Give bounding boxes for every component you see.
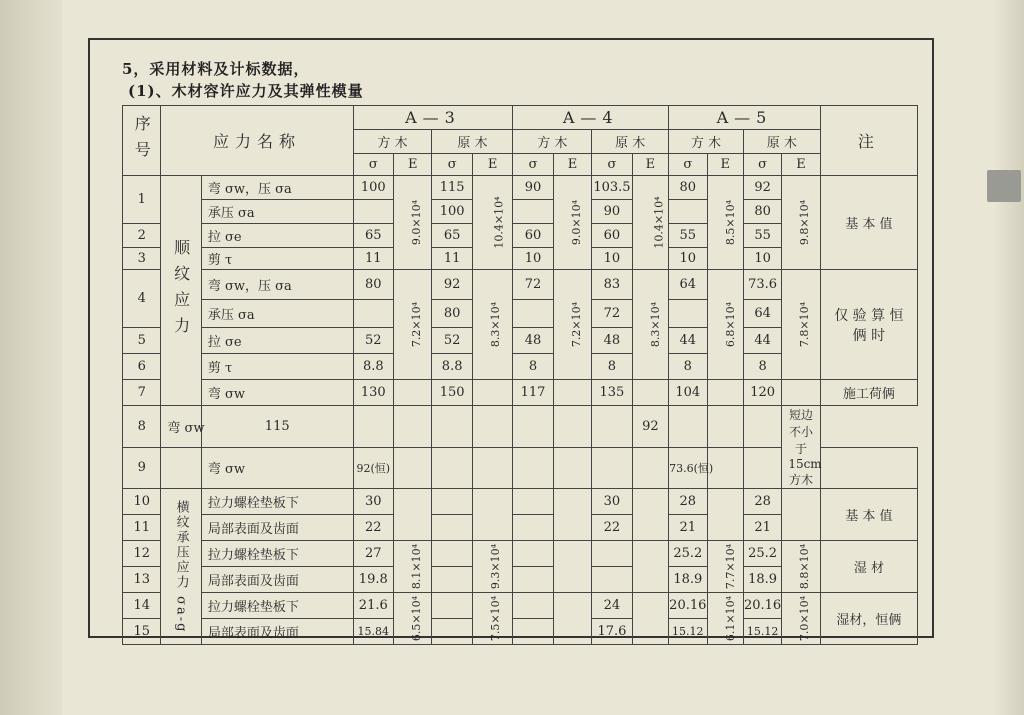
value-cell — [513, 567, 553, 593]
value-cell: 64 — [669, 270, 707, 300]
e-empty-cell — [632, 447, 668, 489]
e-empty-cell — [553, 380, 591, 406]
value-cell: 90 — [592, 200, 632, 224]
value-cell — [707, 406, 743, 448]
value-cell — [743, 447, 781, 489]
row-number: 7 — [123, 380, 161, 406]
value-cell: 115 — [201, 406, 353, 448]
e-modulus-value: 10.4×10⁴ — [652, 196, 666, 249]
e-modulus-value: 9.0×10⁴ — [569, 199, 583, 246]
value-cell — [513, 447, 553, 489]
e-empty-cell — [513, 406, 553, 448]
value-cell: 25.2 — [669, 541, 707, 567]
value-cell — [553, 406, 591, 448]
e-empty-cell — [432, 406, 472, 448]
value-cell: 25.2 — [743, 541, 781, 567]
stress-name: 承压 σa — [201, 200, 353, 224]
value-cell: 10 — [513, 248, 553, 270]
value-cell: 24 — [592, 593, 632, 619]
value-cell — [432, 619, 472, 645]
value-cell: 65 — [353, 224, 393, 248]
value-cell: 83 — [592, 270, 632, 300]
e-empty-cell — [632, 489, 668, 541]
row-number: 5 — [123, 328, 161, 354]
value-cell — [592, 541, 632, 567]
value-cell: 19.8 — [353, 567, 393, 593]
stress-name: 局部表面及齿面 — [201, 515, 353, 541]
e-modulus-cell — [782, 176, 820, 270]
stress-name: 弯 σw — [161, 406, 201, 448]
note-cell: 湿 材 — [820, 541, 917, 593]
e-empty-cell — [553, 447, 591, 489]
row-number: 4 — [123, 270, 161, 328]
e-modulus-value: 6.5×10⁴ — [410, 595, 424, 642]
row-number: 13 — [123, 567, 161, 593]
col-note-header: 注 — [820, 106, 917, 176]
value-cell: 80 — [353, 270, 393, 300]
E-header: E — [394, 154, 432, 176]
value-cell: 44 — [743, 328, 781, 354]
value-cell: 28 — [743, 489, 781, 515]
value-cell: 15.12 — [743, 619, 781, 645]
value-cell: 92 — [743, 176, 781, 200]
e-empty-cell — [782, 489, 820, 541]
value-cell — [513, 593, 553, 619]
value-cell: 150 — [432, 380, 472, 406]
value-cell — [513, 300, 553, 328]
note-cell: 施工荷俩 — [820, 380, 917, 406]
row-number: 6 — [123, 354, 161, 380]
note-cell: 基 本 值 — [820, 176, 917, 270]
e-modulus-value: 9.8×10⁴ — [798, 199, 812, 246]
value-cell — [513, 515, 553, 541]
value-cell — [472, 406, 512, 448]
row-number: 12 — [123, 541, 161, 567]
a3-log-header: 原 木 — [432, 130, 513, 154]
binding-gutter — [0, 0, 62, 715]
e-modulus-cell — [632, 176, 668, 270]
value-cell — [669, 300, 707, 328]
value-cell: 73.6(恒) — [669, 447, 707, 489]
section-heading: 5，采用材料及计标数据， — [122, 60, 310, 78]
value-cell: 120 — [743, 380, 781, 406]
value-cell: 60 — [513, 224, 553, 248]
value-cell: 48 — [592, 328, 632, 354]
value-cell: 10 — [592, 248, 632, 270]
sigma-header: σ — [353, 154, 393, 176]
e-modulus-value: 6.1×10⁴ — [723, 595, 737, 642]
col-seq-header: 序号 — [123, 106, 161, 176]
page-edge — [994, 0, 1024, 715]
value-cell: 64 — [743, 300, 781, 328]
value-cell: 117 — [513, 380, 553, 406]
value-cell: 80 — [743, 200, 781, 224]
value-cell — [432, 515, 472, 541]
value-cell — [432, 447, 472, 489]
e-modulus-value: 8.3×10⁴ — [648, 301, 662, 348]
value-cell: 52 — [353, 328, 393, 354]
e-modulus-value: 7.0×10⁴ — [798, 595, 812, 642]
e-modulus-value: 7.8×10⁴ — [798, 301, 812, 348]
value-cell: 48 — [513, 328, 553, 354]
stress-table — [122, 105, 918, 645]
value-cell: 103.5 — [592, 176, 632, 200]
value-cell — [513, 541, 553, 567]
stress-name: 拉 σe — [201, 224, 353, 248]
e-modulus-cell — [707, 176, 743, 270]
e-empty-cell — [707, 380, 743, 406]
stress-name: 拉力螺栓垫板下 — [201, 489, 353, 515]
value-cell: 135 — [592, 380, 632, 406]
e-empty-cell — [472, 447, 512, 489]
e-modulus-value: 6.8×10⁴ — [723, 301, 737, 348]
value-cell: 15.84 — [353, 619, 393, 645]
e-empty-cell — [553, 593, 591, 645]
e-empty-cell — [820, 447, 917, 489]
value-cell — [353, 300, 393, 328]
value-cell — [513, 619, 553, 645]
e-empty-cell — [472, 380, 512, 406]
e-modulus-value: 8.1×10⁴ — [410, 543, 424, 590]
stress-name: 弯 σw，压 σa — [201, 270, 353, 300]
e-modulus-value: 7.2×10⁴ — [569, 301, 583, 348]
e-modulus-cell — [782, 270, 820, 380]
value-cell: 8.8 — [432, 354, 472, 380]
row-number: 10 — [123, 489, 161, 515]
row-number: 9 — [123, 447, 161, 489]
value-cell — [513, 489, 553, 515]
value-cell: 17.6 — [592, 619, 632, 645]
value-cell: 72 — [592, 300, 632, 328]
value-cell: 8 — [592, 354, 632, 380]
e-empty-cell — [707, 489, 743, 541]
e-empty-cell — [553, 541, 591, 593]
e-modulus-value: 8.3×10⁴ — [488, 301, 502, 348]
stress-name: 剪 τ — [201, 354, 353, 380]
value-cell: 18.9 — [743, 567, 781, 593]
E-header: E — [707, 154, 743, 176]
group-a4-header: A—4 — [513, 106, 669, 130]
e-modulus-cell — [707, 593, 743, 645]
value-cell: 80 — [432, 300, 472, 328]
sigma-header: σ — [743, 154, 781, 176]
category-along-grain: 顺纹应力 — [161, 176, 201, 406]
e-empty-cell — [632, 380, 668, 406]
e-empty-cell — [353, 406, 393, 448]
value-cell: 20.16 — [743, 593, 781, 619]
a3-square-header: 方 木 — [353, 130, 432, 154]
stress-name: 承压 σa — [201, 300, 353, 328]
value-cell: 11 — [432, 248, 472, 270]
value-cell: 21 — [669, 515, 707, 541]
value-cell — [669, 200, 707, 224]
category-spacer — [161, 447, 201, 489]
value-cell: 104 — [669, 380, 707, 406]
e-modulus-cell — [782, 541, 820, 593]
a5-square-header: 方 木 — [669, 130, 744, 154]
note-cell: 湿材，恒俩 — [820, 593, 917, 645]
value-cell: 11 — [353, 248, 393, 270]
e-empty-cell — [553, 489, 591, 541]
subsection-heading: (1)、木材容许应力及其弹性模量 — [128, 82, 364, 100]
note-cell: 仅 验 算 恒 俩 时 — [820, 270, 917, 380]
value-cell: 44 — [669, 328, 707, 354]
value-cell: 72 — [513, 270, 553, 300]
sigma-header: σ — [669, 154, 707, 176]
value-cell: 80 — [669, 176, 707, 200]
e-modulus-value: 8.8×10⁴ — [798, 543, 812, 590]
e-empty-cell — [394, 489, 432, 541]
value-cell — [592, 447, 632, 489]
value-cell: 28 — [669, 489, 707, 515]
value-cell: 22 — [353, 515, 393, 541]
e-modulus-value: 7.5×10⁴ — [488, 595, 502, 642]
value-cell — [592, 567, 632, 593]
sigma-header: σ — [592, 154, 632, 176]
category-cross-grain: 横纹承压应力 σa-g — [161, 489, 201, 645]
stress-name: 拉 σe — [201, 328, 353, 354]
a4-log-header: 原 木 — [592, 130, 669, 154]
e-modulus-cell — [472, 593, 512, 645]
value-cell: 115 — [432, 176, 472, 200]
e-modulus-cell — [394, 593, 432, 645]
row-number: 15 — [123, 619, 161, 645]
value-cell: 65 — [432, 224, 472, 248]
e-empty-cell — [472, 489, 512, 541]
e-modulus-value: 8.5×10⁴ — [723, 199, 737, 246]
E-header: E — [553, 154, 591, 176]
e-modulus-cell — [394, 541, 432, 593]
value-cell: 92 — [632, 406, 668, 448]
value-cell: 22 — [592, 515, 632, 541]
e-modulus-cell — [553, 270, 591, 380]
row-number: 8 — [123, 406, 161, 448]
value-cell: 8.8 — [353, 354, 393, 380]
E-header: E — [782, 154, 820, 176]
row-number: 11 — [123, 515, 161, 541]
value-cell: 15.12 — [669, 619, 707, 645]
e-empty-cell — [632, 541, 668, 593]
e-modulus-cell — [394, 176, 432, 270]
row-number: 2 — [123, 224, 161, 248]
value-cell: 73.6 — [743, 270, 781, 300]
e-modulus-cell — [553, 176, 591, 270]
stress-name: 弯 σw — [201, 380, 353, 406]
value-cell: 21.6 — [353, 593, 393, 619]
note-cell: 短边不小于 15cm方木 — [782, 406, 820, 489]
value-cell: 60 — [592, 224, 632, 248]
sigma-header: σ — [513, 154, 553, 176]
e-empty-cell — [592, 406, 632, 448]
e-modulus-value: 7.7×10⁴ — [723, 543, 737, 590]
stress-name: 弯 σw — [201, 447, 353, 489]
E-header: E — [632, 154, 668, 176]
note-cell: 基 本 值 — [820, 489, 917, 541]
e-empty-cell — [669, 406, 707, 448]
sigma-header: σ — [432, 154, 472, 176]
value-cell: 90 — [513, 176, 553, 200]
e-empty-cell — [632, 593, 668, 645]
value-cell: 92(恒) — [353, 447, 393, 489]
value-cell: 100 — [353, 176, 393, 200]
value-cell — [432, 593, 472, 619]
e-empty-cell — [394, 447, 432, 489]
value-cell: 55 — [669, 224, 707, 248]
row-number: 3 — [123, 248, 161, 270]
row-number: 1 — [123, 176, 161, 224]
e-modulus-value: 9.0×10⁴ — [410, 199, 424, 246]
e-empty-cell — [394, 380, 432, 406]
value-cell: 20.16 — [669, 593, 707, 619]
value-cell: 30 — [592, 489, 632, 515]
row-number: 14 — [123, 593, 161, 619]
value-cell — [353, 200, 393, 224]
stress-name: 局部表面及齿面 — [201, 567, 353, 593]
stress-name: 拉力螺栓垫板下 — [201, 541, 353, 567]
value-cell: 92 — [432, 270, 472, 300]
value-cell — [432, 489, 472, 515]
value-cell — [513, 200, 553, 224]
e-modulus-cell — [394, 270, 432, 380]
e-modulus-cell — [472, 176, 512, 270]
value-cell — [432, 567, 472, 593]
stress-name: 弯 σw，压 σa — [201, 176, 353, 200]
stress-name: 剪 τ — [201, 248, 353, 270]
a4-square-header: 方 木 — [513, 130, 592, 154]
e-modulus-value: 7.2×10⁴ — [410, 301, 424, 348]
value-cell: 8 — [513, 354, 553, 380]
e-modulus-cell — [632, 270, 668, 380]
value-cell — [432, 541, 472, 567]
e-modulus-cell — [472, 270, 512, 380]
value-cell: 21 — [743, 515, 781, 541]
value-cell — [394, 406, 432, 448]
e-modulus-value: 9.3×10⁴ — [488, 543, 502, 590]
value-cell: 27 — [353, 541, 393, 567]
e-modulus-cell — [707, 270, 743, 380]
page-tab-marker — [987, 170, 1021, 202]
group-a3-header: A—3 — [353, 106, 513, 130]
value-cell: 100 — [432, 200, 472, 224]
e-empty-cell — [743, 406, 781, 448]
a5-log-header: 原 木 — [743, 130, 820, 154]
col-stress-name-header: 应力名称 — [161, 106, 353, 176]
value-cell: 8 — [743, 354, 781, 380]
e-modulus-cell — [472, 541, 512, 593]
stress-name: 拉力螺栓垫板下 — [201, 593, 353, 619]
e-empty-cell — [782, 380, 820, 406]
group-a5-header: A—5 — [669, 106, 821, 130]
stress-name: 局部表面及齿面 — [201, 619, 353, 645]
E-header: E — [472, 154, 512, 176]
value-cell: 18.9 — [669, 567, 707, 593]
value-cell: 55 — [743, 224, 781, 248]
e-modulus-value: 10.4×10⁴ — [492, 196, 506, 249]
value-cell: 130 — [353, 380, 393, 406]
value-cell: 10 — [743, 248, 781, 270]
e-modulus-cell — [782, 593, 820, 645]
value-cell: 52 — [432, 328, 472, 354]
value-cell: 8 — [669, 354, 707, 380]
e-modulus-cell — [707, 541, 743, 593]
value-cell: 30 — [353, 489, 393, 515]
value-cell: 10 — [669, 248, 707, 270]
